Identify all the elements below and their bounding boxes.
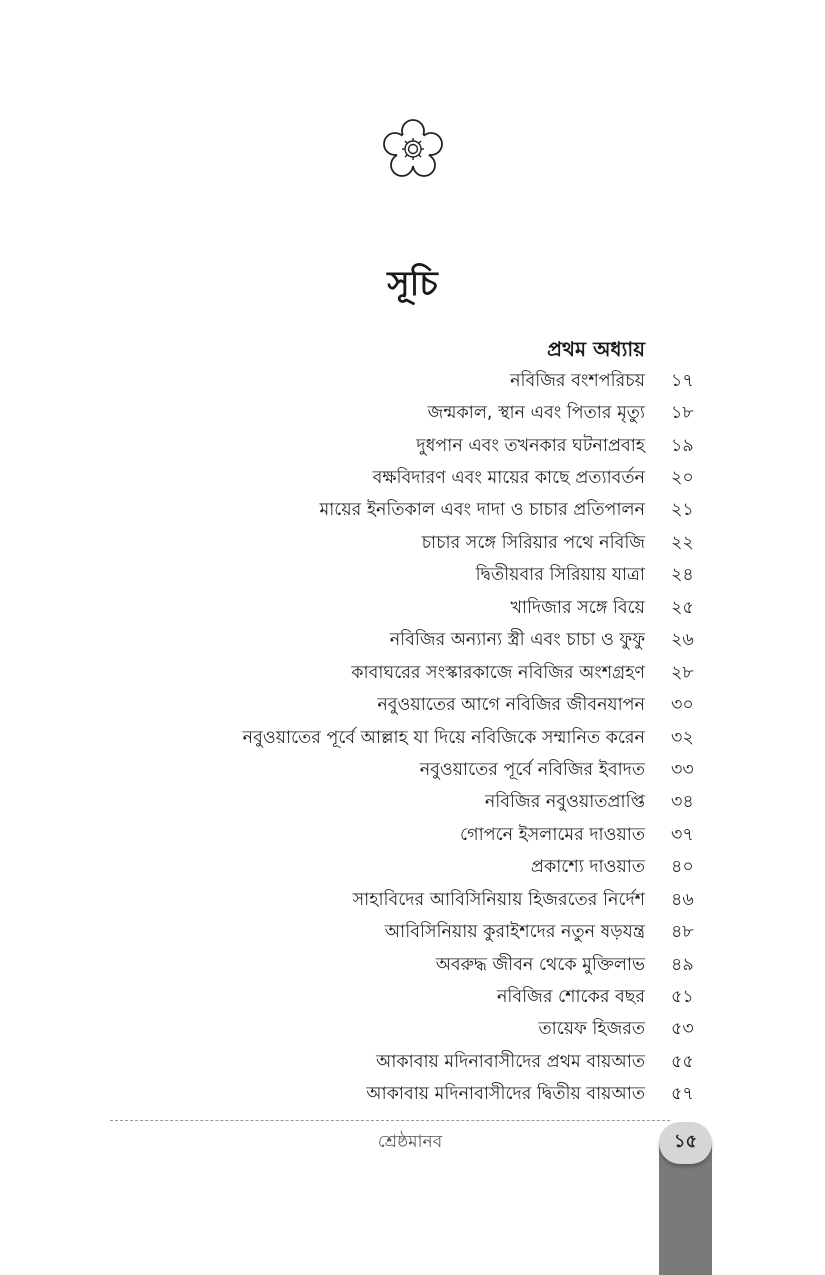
toc-entry-title: নবিজির নবুওয়াতপ্রাপ্তি xyxy=(484,792,645,813)
toc-entry xyxy=(243,398,695,430)
toc-entry-title: চাচার সঙ্গে সিরিয়ার পথে নবিজি xyxy=(421,532,645,553)
toc-entry-title: দুধপান এবং তখনকার ঘটনাপ্রবাহ xyxy=(416,435,645,456)
toc-entry-title: দ্বিতীয়বার সিরিয়ায় যাত্রা xyxy=(475,565,645,586)
toc-entry xyxy=(243,496,695,528)
toc-entry-page: ৪৮ xyxy=(671,922,694,943)
chapter-heading: প্রথম অধ্যায় xyxy=(547,337,645,361)
toc-entry-title: খাদিজার সঙ্গে বিয়ে xyxy=(510,597,645,618)
toc-entry-page: ২৪ xyxy=(671,565,694,586)
toc-entry-page: ৫৫ xyxy=(671,1051,694,1072)
toc-entry-title: আকাবায় মদিনাবাসীদের দ্বিতীয় বায়আত xyxy=(366,1084,645,1105)
toc-entry-page: ৫১ xyxy=(671,987,694,1008)
table-of-contents xyxy=(243,366,695,1112)
toc-entry xyxy=(243,723,695,755)
toc-entry xyxy=(243,690,695,722)
toc-entry-page: ২৬ xyxy=(671,630,694,651)
footer-book-title: শ্রেষ্ঠমানব xyxy=(377,1132,443,1152)
toc-entry-title: নবিজির অন্যান্য স্ত্রী এবং চাচা ও ফুফু xyxy=(389,630,645,651)
toc-entry xyxy=(243,593,695,625)
toc-entry-title: বক্ষবিদারণ এবং মায়ের কাছে প্রত্যাবর্তন xyxy=(372,468,645,489)
flower-ornament-icon xyxy=(381,118,445,180)
toc-entry-title: তায়েফ হিজরত xyxy=(538,1019,645,1040)
toc-entry-page: ২০ xyxy=(671,468,694,489)
toc-entry-page: ৩৪ xyxy=(671,792,694,813)
toc-entry xyxy=(243,950,695,982)
toc-entry-title: অবরুদ্ধ জীবন থেকে মুক্তিলাভ xyxy=(435,954,645,975)
toc-entry-title: সাহাবিদের আবিসিনিয়ায় হিজরতের নির্দেশ xyxy=(352,889,645,910)
toc-entry-page: ৪০ xyxy=(671,857,694,878)
toc-entry xyxy=(243,1015,695,1047)
toc-entry-title: আবিসিনিয়ায় কুরাইশদের নতুন ষড়যন্ত্র xyxy=(384,922,645,943)
toc-entry-page: ৫৭ xyxy=(671,1084,694,1105)
toc-entry-page: ৪৬ xyxy=(671,889,694,910)
toc-entry-page: ২১ xyxy=(671,500,694,521)
toc-entry-title: নবিজির বংশপরিচয় xyxy=(510,370,645,391)
toc-entry-title: নবুওয়াতের আগে নবিজির জীবনযাপন xyxy=(377,695,645,716)
toc-entry-page: ১৯ xyxy=(671,435,694,456)
toc-entry-title: নবিজির শোকের বছর xyxy=(496,987,645,1008)
toc-entry-title: প্রকাশ্যে দাওয়াত xyxy=(530,857,645,878)
toc-entry xyxy=(243,1080,695,1112)
toc-entry xyxy=(243,885,695,917)
footer-divider xyxy=(110,1120,670,1121)
toc-entry-page: ৩৭ xyxy=(671,824,694,845)
toc-entry xyxy=(243,820,695,852)
toc-entry-title: মায়ের ইনতিকাল এবং দাদা ও চাচার প্রতিপালন xyxy=(319,500,645,521)
toc-entry-title: নবুওয়াতের পূর্বে আল্লাহ যা দিয়ে নবিজিকে সম্মানিত করেন xyxy=(242,727,645,748)
toc-entry-page: ১৭ xyxy=(671,370,694,391)
toc-entry-page: ৪৯ xyxy=(671,954,694,975)
toc-entry-title: গোপনে ইসলামের দাওয়াত xyxy=(460,824,645,845)
toc-entry-page: ২৮ xyxy=(671,662,694,683)
toc-entry xyxy=(243,788,695,820)
toc-entry-page: ৩০ xyxy=(671,695,694,716)
toc-entry-title: কাবাঘরের সংস্কারকাজে নবিজির অংশগ্রহণ xyxy=(351,662,645,683)
toc-entry xyxy=(243,755,695,787)
toc-entry-page: ৩৩ xyxy=(671,759,694,780)
toc-entry-title: নবুওয়াতের পূর্বে নবিজির ইবাদত xyxy=(419,759,645,780)
toc-entry xyxy=(243,561,695,593)
toc-entry-page: ১৮ xyxy=(671,403,694,424)
toc-entry xyxy=(243,1047,695,1079)
toc-entry xyxy=(243,982,695,1014)
toc-entry xyxy=(243,658,695,690)
toc-entry xyxy=(243,528,695,560)
toc-entry xyxy=(243,431,695,463)
page-title: সূচি xyxy=(387,264,438,304)
toc-entry xyxy=(243,917,695,949)
toc-entry xyxy=(243,463,695,495)
toc-entry-page: ২৫ xyxy=(671,597,694,618)
toc-entry-page: ২২ xyxy=(671,532,694,553)
page-number: ১৫ xyxy=(673,1131,698,1152)
toc-entry-title: জন্মকাল, স্থান এবং পিতার মৃত্যু xyxy=(427,403,645,424)
toc-entry xyxy=(243,626,695,658)
toc-entry-page: ৩২ xyxy=(671,727,694,748)
toc-entry xyxy=(243,853,695,885)
toc-entry-title: আকাবায় মদিনাবাসীদের প্রথম বায়আত xyxy=(376,1051,645,1072)
toc-entry-page: ৫৩ xyxy=(671,1019,694,1040)
toc-entry xyxy=(243,366,695,398)
